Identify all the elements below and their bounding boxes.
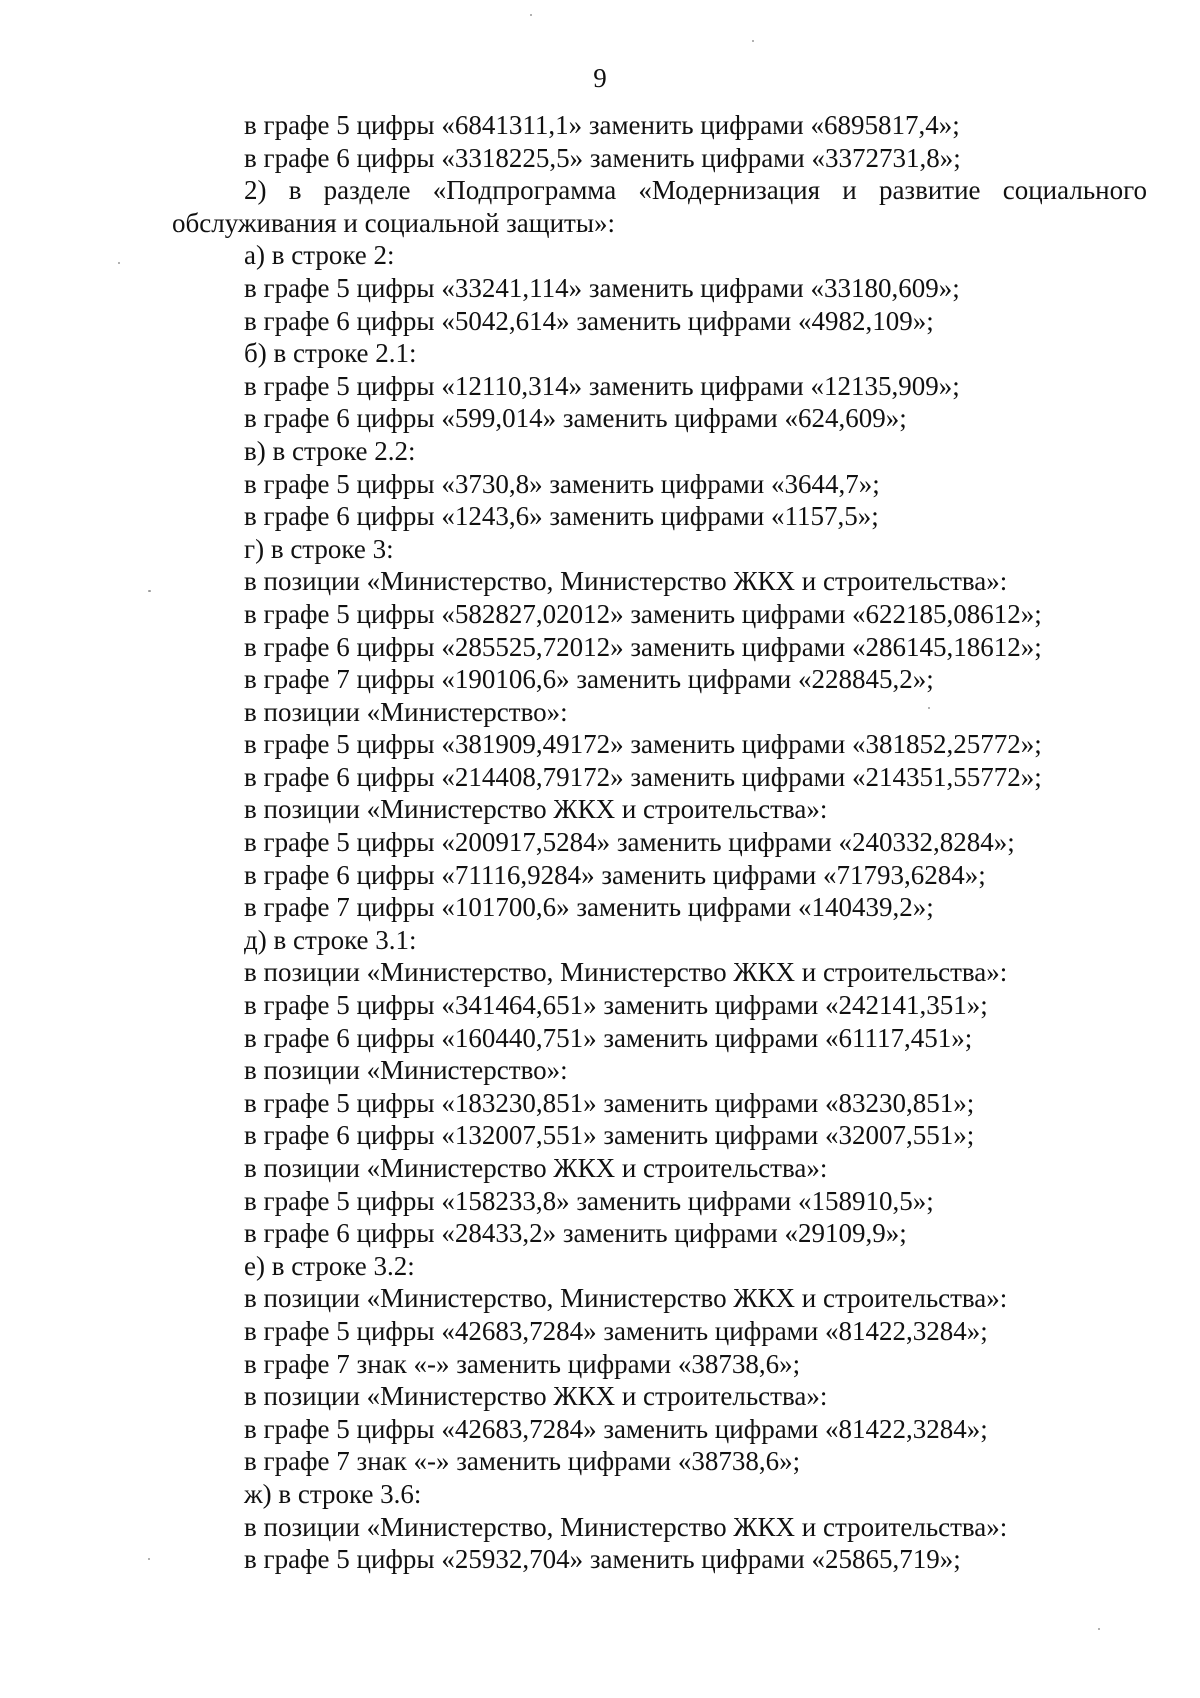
text-line: в графе 5 цифры «6841311,1» заменить цифрами «6895817,4»; [244, 110, 960, 140]
text-line: в графе 6 цифры «160440,751» заменить цифрами «61117,451»; [244, 1022, 973, 1053]
scan-speck [530, 14, 532, 16]
text-line: в позиции «Министерство, Министерство ЖКХ и строительства»: [244, 957, 1008, 988]
text-line: в позиции «Министерство»: [244, 1055, 568, 1086]
text-line: в графе 7 знак «-» заменить цифрами «38738,6»; [244, 1446, 801, 1477]
paragraph-first-line: 2) в разделе «Подпрограмма «Модернизация и развитие социального [244, 175, 1147, 206]
text-line: в графе 5 цифры «42683,7284» заменить цифрами «81422,3284»; [244, 1413, 988, 1444]
text-line: г) в строке 3: [244, 533, 394, 564]
text-line: в графе 5 цифры «158233,8» заменить цифрами «158910,5»; [244, 1185, 934, 1216]
text-line: в графе 5 цифры «341464,651» заменить цифрами «242141,351»; [244, 990, 988, 1021]
text-line: б) в строке 2.1: [244, 338, 417, 369]
text-line: в графе 6 цифры «71116,9284» заменить цифрами «71793,6284»; [244, 859, 986, 890]
text-line: в позиции «Министерство ЖКХ и строительства»: [244, 1153, 828, 1183]
text-line: в графе 5 цифры «582827,02012» заменить цифрами «622185,08612»; [244, 598, 1042, 629]
text-line: в графе 5 цифры «200917,5284» заменить цифрами «240332,8284»; [244, 827, 1015, 858]
scan-speck [752, 40, 754, 42]
text-line: в графе 6 цифры «5042,614» заменить цифрами «4982,109»; [244, 305, 934, 336]
text-line: ж) в строке 3.6: [244, 1478, 422, 1509]
text-line: в графе 6 цифры «28433,2» заменить цифрами «29109,9»; [244, 1218, 907, 1249]
text-line: в позиции «Министерство»: [244, 696, 568, 727]
scan-speck [148, 1558, 150, 1560]
scan-speck [928, 707, 930, 709]
text-line: в графе 7 знак «-» заменить цифрами «38738,6»; [244, 1348, 801, 1379]
text-line: в позиции «Министерство, Министерство ЖКХ и строительства»: [244, 1511, 1008, 1542]
scan-speck [1098, 1628, 1100, 1630]
scan-speck [148, 590, 151, 592]
text-line: е) в строке 3.2: [244, 1250, 415, 1281]
document-body [172, 109, 1147, 1576]
text-line: в) в строке 2.2: [244, 435, 416, 466]
text-line: в графе 5 цифры «33241,114» заменить цифрами «33180,609»; [244, 272, 960, 303]
text-line: в графе 6 цифры «3318225,5» заменить цифрами «3372731,8»; [244, 142, 961, 173]
scan-speck [118, 262, 120, 264]
text-line: в графе 5 цифры «381909,49172» заменить цифрами «381852,25772»; [244, 729, 1042, 760]
text-line: в графе 5 цифры «12110,314» заменить цифрами «12135,909»; [244, 370, 960, 401]
text-line: в графе 7 цифры «190106,6» заменить цифрами «228845,2»; [244, 664, 934, 695]
text-line: в позиции «Министерство ЖКХ и строительства»: [244, 1381, 828, 1412]
paragraph-continuation-line: обслуживания и социальной защиты»: [172, 207, 615, 238]
text-line: в графе 6 цифры «132007,551» заменить цифрами «32007,551»; [244, 1120, 975, 1151]
text-line: в графе 5 цифры «25932,704» заменить цифрами «25865,719»; [244, 1544, 961, 1575]
text-line: в графе 7 цифры «101700,6» заменить цифрами «140439,2»; [244, 892, 934, 923]
text-line: в графе 5 цифры «42683,7284» заменить цифрами «81422,3284»; [244, 1315, 988, 1346]
text-line: в позиции «Министерство, Министерство ЖКХ и строительства»: [244, 1283, 1008, 1314]
text-line: в графе 5 цифры «183230,851» заменить цифрами «83230,851»; [244, 1087, 975, 1118]
page-number: 9 [593, 63, 607, 93]
text-line: в графе 6 цифры «214408,79172» заменить цифрами «214351,55772»; [244, 761, 1042, 792]
text-line: в графе 5 цифры «3730,8» заменить цифрами «3644,7»; [244, 468, 880, 499]
text-line: в графе 6 цифры «599,014» заменить цифрами «624,609»; [244, 403, 907, 434]
text-line: в графе 6 цифры «285525,72012» заменить цифрами «286145,18612»; [244, 631, 1042, 662]
text-line: д) в строке 3.1: [244, 924, 417, 955]
text-line: в позиции «Министерство, Министерство ЖКХ и строительства»: [244, 566, 1008, 597]
text-line: в позиции «Министерство ЖКХ и строительства»: [244, 794, 828, 825]
text-line: а) в строке 2: [244, 240, 395, 271]
text-line: в графе 6 цифры «1243,6» заменить цифрами «1157,5»; [244, 501, 879, 532]
